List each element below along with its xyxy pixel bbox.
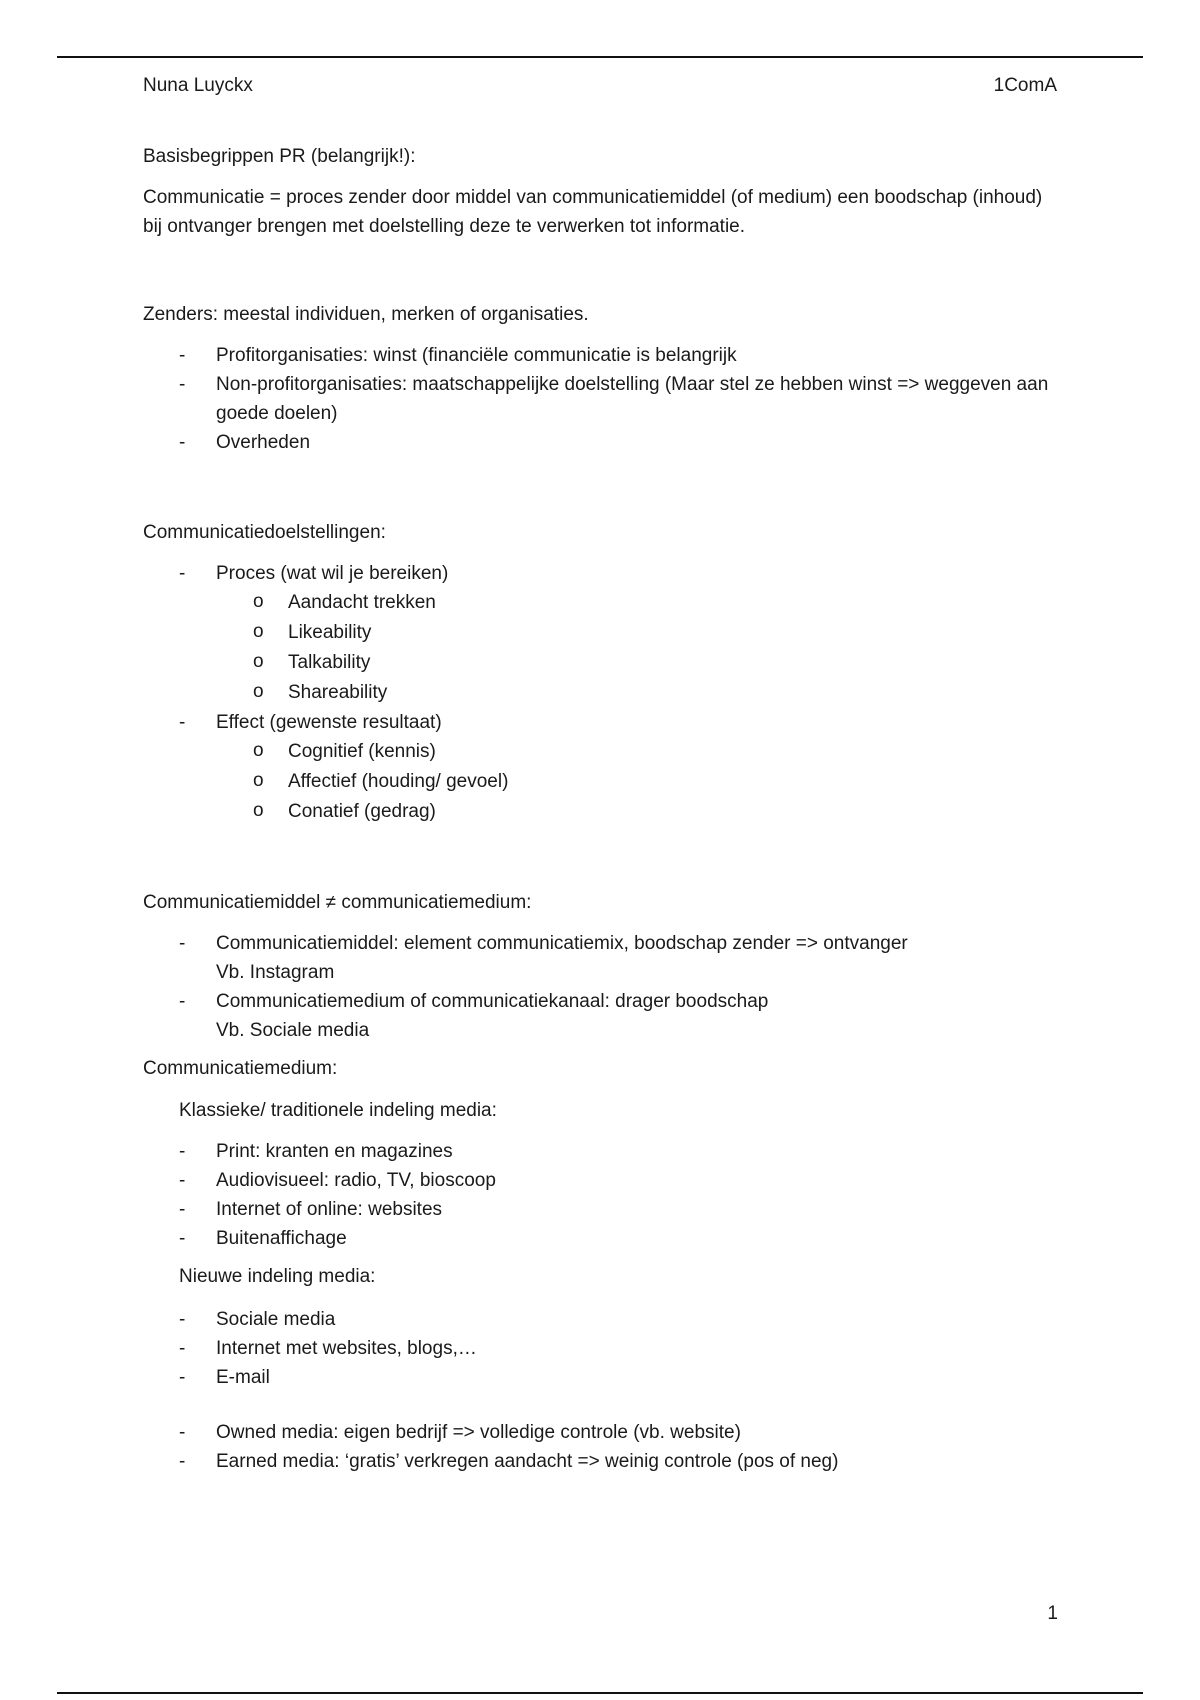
basis-title: Basisbegrippen PR (belangrijk!):: [143, 146, 416, 167]
list-item: - Owned media: eigen bedrijf => volledige controle (vb. website): [143, 1418, 1063, 1447]
author-name: Nuna Luyckx: [143, 75, 253, 96]
list-item: o Shareability: [216, 678, 1063, 708]
middel-text: - Communicatiemiddel: element communicatiemix, boodschap zender => ontvanger: [216, 933, 908, 954]
doelstellingen-title: Communicatiedoelstellingen:: [143, 522, 386, 543]
list-item: - Sociale media: [143, 1305, 1063, 1334]
list-item: [143, 987, 1063, 1045]
nieuw-title: Nieuwe indeling media:: [179, 1266, 376, 1287]
zenders-title: Zenders: meestal individuen, merken of organisaties.: [143, 304, 589, 325]
middel-medium-title: Communicatiemiddel ≠ communicatiemedium:: [143, 892, 532, 913]
medium-example: Vb. Sociale media: [216, 1020, 370, 1041]
medium-title: Communicatiemedium:: [143, 1058, 338, 1079]
list-item: - Overheden: [143, 428, 1063, 457]
owned-earned-list: [143, 1418, 1063, 1476]
footer-rule: [57, 1692, 1143, 1694]
page-number: 1: [1047, 1603, 1058, 1624]
list-item: o Conatief (gedrag): [216, 797, 1063, 827]
list-item: - Buitenaffichage: [143, 1224, 1063, 1253]
list-item: - Earned media: ‘gratis’ verkregen aandacht => weinig controle (pos of neg): [143, 1447, 1063, 1476]
middel-example: Vb. Instagram: [216, 962, 335, 983]
class-label: 1ComA: [993, 75, 1057, 96]
list-item: o Cognitief (kennis): [216, 737, 1063, 767]
effect-sublist: [143, 737, 1063, 827]
middel-medium-list: [143, 929, 1063, 1045]
list-item: [143, 708, 1063, 827]
list-item: [143, 559, 1063, 708]
list-item: o Affectief (houding/ gevoel): [216, 767, 1063, 797]
doelstellingen-list: [143, 559, 1063, 827]
list-item: o Aandacht trekken: [216, 588, 1063, 618]
proces-label: Proces (wat wil je bereiken): [216, 563, 449, 584]
list-item: [143, 929, 1063, 987]
effect-label: Effect (gewenste resultaat): [216, 712, 442, 733]
list-item: - Internet of online: websites: [143, 1195, 1063, 1224]
list-item: - Internet met websites, blogs,…: [143, 1334, 1063, 1363]
list-item: o Talkability: [216, 648, 1063, 678]
list-item: - Non-profitorganisaties: maatschappelijke doelstelling (Maar stel ze hebben winst => weggeven aan goede doelen): [143, 370, 1063, 428]
communicatie-definition: Communicatie = proces zender door middel van communicatiemiddel (of medium) een boodschap (inhoud) bij ontvanger brengen met doelstelling deze te verwerken tot informatie.: [143, 187, 1043, 237]
klassiek-title: Klassieke/ traditionele indeling media:: [179, 1100, 497, 1121]
document-body: [143, 143, 1063, 1476]
zenders-list: [143, 341, 1063, 457]
list-item: - Print: kranten en magazines: [143, 1137, 1063, 1166]
header-rule: [57, 56, 1143, 58]
list-item: - Profitorganisaties: winst (financiële communicatie is belangrijk: [143, 341, 1063, 370]
medium-text: - Communicatiemedium of communicatiekanaal: drager boodschap: [216, 991, 769, 1012]
nieuw-list: [143, 1305, 1063, 1392]
proces-sublist: [143, 588, 1063, 708]
list-item: - Audiovisueel: radio, TV, bioscoop: [143, 1166, 1063, 1195]
list-item: - E-mail: [143, 1363, 1063, 1392]
list-item: o Likeability: [216, 618, 1063, 648]
klassiek-list: [143, 1137, 1063, 1253]
